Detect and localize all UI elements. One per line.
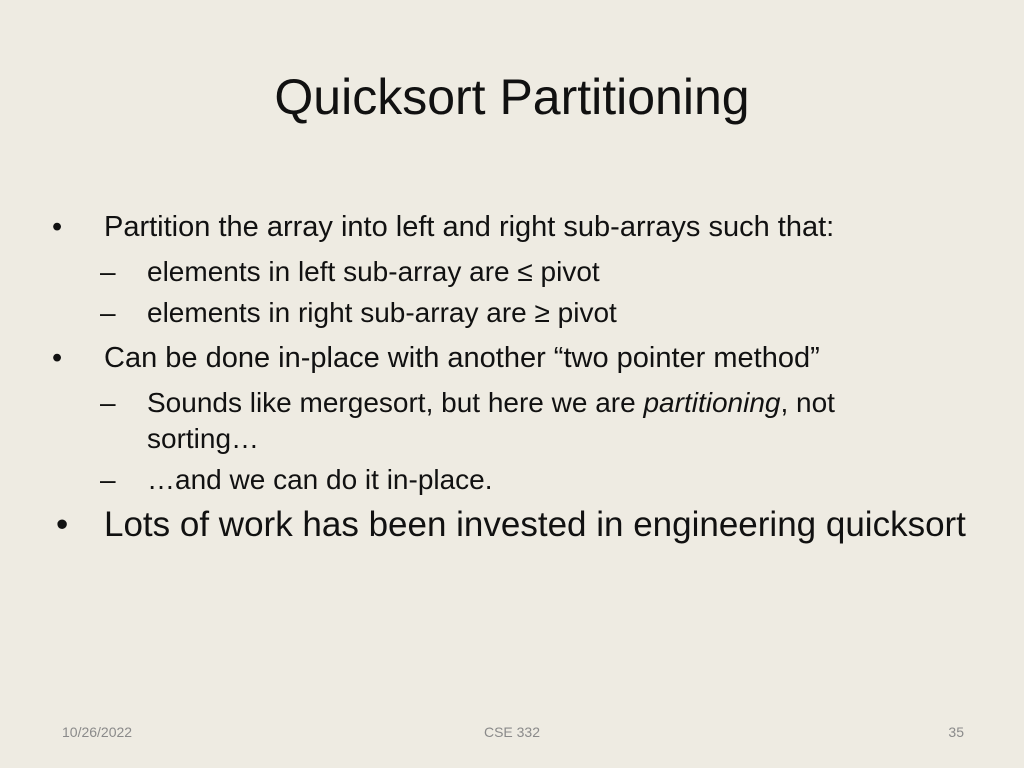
bullet-2-sub-1-emphasis: partitioning (643, 387, 781, 418)
footer-date: 10/26/2022 (62, 724, 133, 740)
slide-title: Quicksort Partitioning (274, 69, 750, 125)
footer-page-number: 35 (948, 724, 964, 740)
bullet-1-sub-1-dash: – (100, 256, 116, 287)
bullet-2-sub-2-text: …and we can do it in-place. (147, 464, 493, 495)
bullet-2-sub-1 (0, 385, 1024, 457)
bullet-2-sub-2-dash: – (100, 464, 116, 495)
bullet-1-sub-2-text: elements in right sub-array are ≥ pivot (147, 297, 617, 328)
bullet-3 (0, 503, 1024, 546)
bullet-1 (0, 205, 1024, 250)
bullet-1-sub-1 (0, 254, 1024, 290)
bullet-3-glyph: • (56, 505, 69, 544)
bullet-3-text: Lots of work has been invested in engineering quicksort (104, 505, 966, 544)
bullet-2-sub-1-after: , not sorting… (147, 387, 835, 454)
slide-body (0, 205, 1024, 546)
bullet-1-sub-1-text: elements in left sub-array are ≤ pivot (147, 256, 600, 287)
bullet-2-sub-2 (0, 462, 1024, 498)
bullet-2-sub-1-before: Sounds like mergesort, but here we are (147, 387, 644, 418)
bullet-1-text: Partition the array into left and right sub-arrays such that: (104, 211, 835, 243)
bullet-1-sub-2 (0, 295, 1024, 331)
bullet-2-glyph: • (52, 342, 63, 374)
bullet-2 (0, 336, 1024, 381)
bullet-1-glyph: • (52, 211, 63, 243)
footer-course: CSE 332 (483, 724, 541, 740)
bullet-1-sub-2-dash: – (100, 297, 116, 328)
bullet-2-sub-1-dash: – (100, 387, 116, 418)
bullet-2-text: Can be done in-place with another “two pointer method” (104, 342, 820, 374)
